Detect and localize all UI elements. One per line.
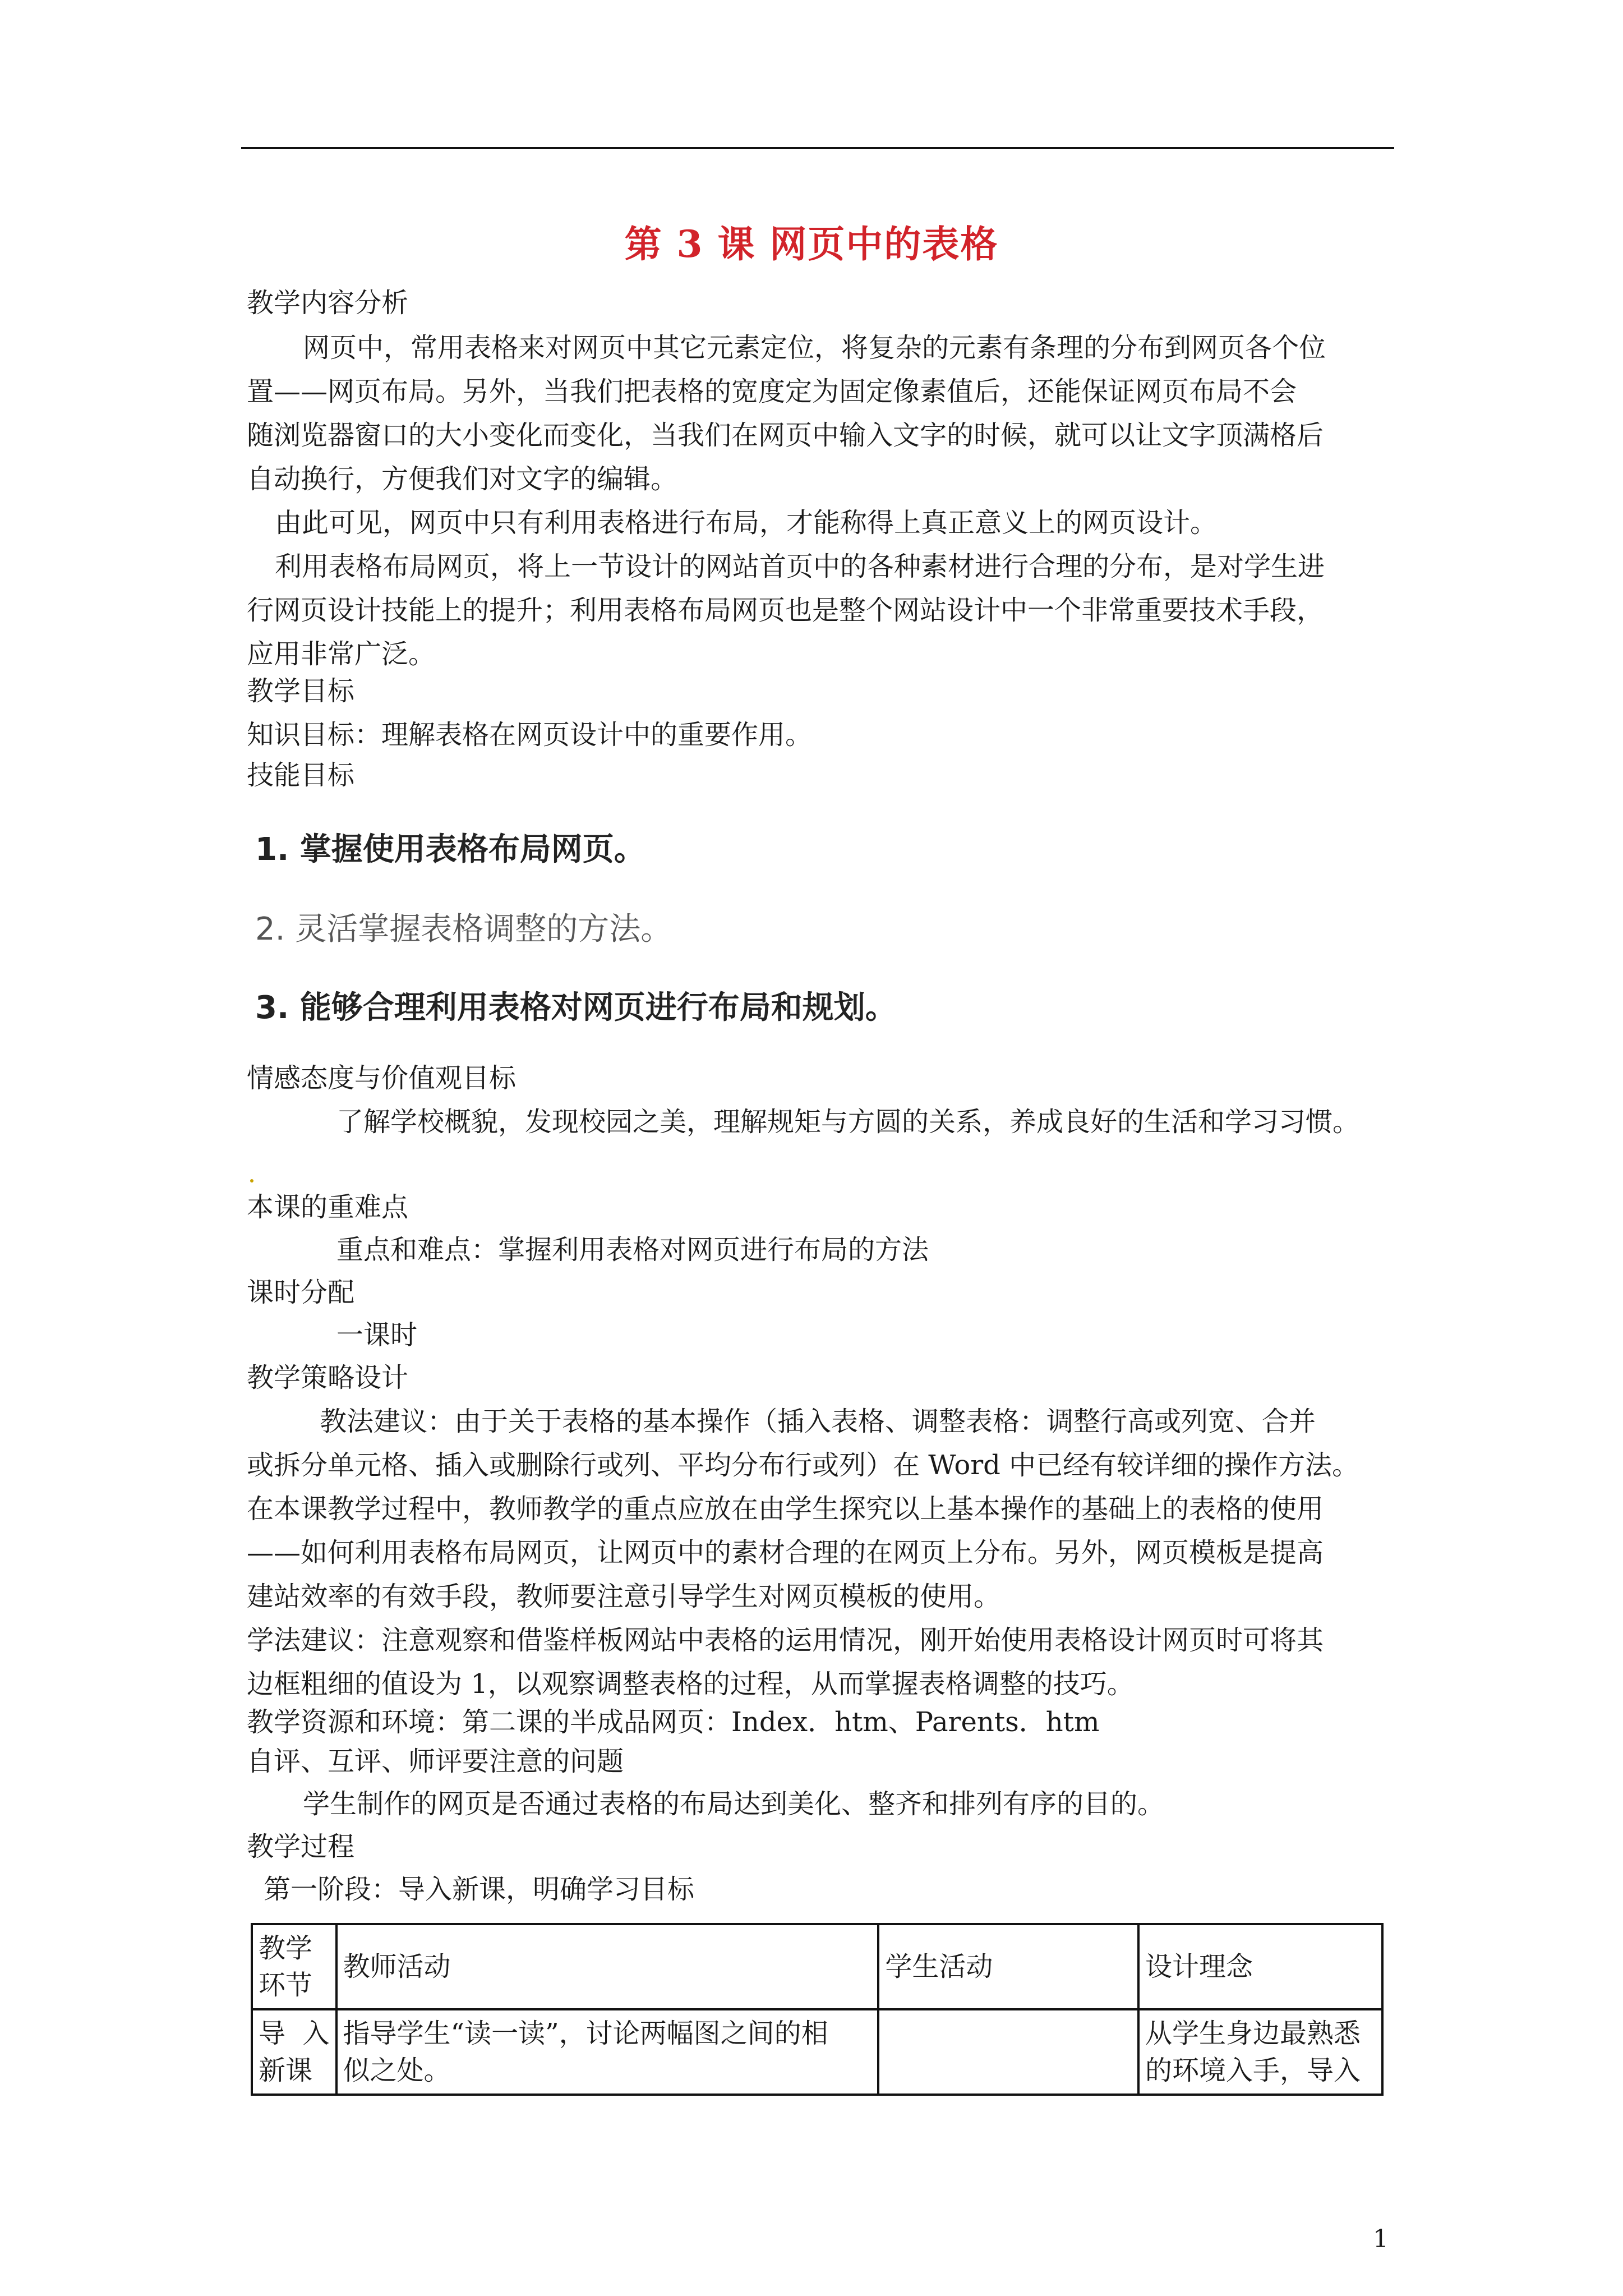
paragraph-line: 教法建议：由于关于表格的基本操作（插入表格、调整表格：调整行高或列宽、合并 <box>320 1406 1316 1437</box>
paragraph-line: 随浏览器窗口的大小变化而变化，当我们在网页中输入文字的时候，就可以让文字顶满格后 <box>247 420 1324 451</box>
table-header-cell: 学生活动 <box>878 1924 1138 2009</box>
emotion-heading: 情感态度与价值观目标 <box>247 1062 517 1094</box>
paragraph-line: 在本课教学过程中，教师教学的重点应放在由学生探究以上基本操作的基础上的表格的使用 <box>247 1493 1324 1525</box>
paragraph-line: 网页中，常用表格来对网页中其它元素定位，将复杂的元素有条理的分布到网页各个位 <box>303 332 1326 364</box>
key-heading: 本课的重难点 <box>247 1191 409 1223</box>
skill-item-3: 3. 能够合理利用表格对网页进行布局和规划。 <box>255 990 897 1026</box>
process-heading: 教学过程 <box>247 1831 355 1862</box>
skill-item-1: 1. 掌握使用表格布局网页。 <box>255 831 645 868</box>
table-header-row <box>252 1924 1382 2009</box>
table-header-cell: 设计理念 <box>1138 1924 1382 2009</box>
table-cell <box>252 2009 336 2095</box>
knowledge-goal: 知识目标：理解表格在网页设计中的重要作用。 <box>247 719 813 751</box>
cell-text: 似之处。 <box>343 2055 451 2086</box>
stage-heading: 第一阶段：导入新课，明确学习目标 <box>264 1874 695 1905</box>
key-text: 重点和难点：掌握利用表格对网页进行布局的方法 <box>336 1234 929 1266</box>
table-header-cell: 教师活动 <box>336 1924 879 2009</box>
time-text: 一课时 <box>336 1319 418 1351</box>
paragraph-line: 行网页设计技能上的提升；利用表格布局网页也是整个网站设计中一个非常重要技术手段， <box>247 595 1324 626</box>
paragraph-line: 应用非常广泛。 <box>247 638 436 670</box>
skill-item-2: 2. 灵活掌握表格调整的方法。 <box>255 911 672 947</box>
content-analysis-heading: 教学内容分析 <box>247 287 409 319</box>
paragraph-line: 边框粗细的值设为 1，以观察调整表格的过程，从而掌握表格调整的技巧。 <box>247 1668 1134 1700</box>
paragraph-line: ——如何利用表格布局网页，让网页中的素材合理的在网页上分布。另外，网页模板是提高 <box>247 1537 1324 1568</box>
emotion-text: 了解学校概貌，发现校园之美，理解规矩与方圆的关系，养成良好的生活和学习习惯。 <box>336 1106 1360 1138</box>
cell-text: 教学 <box>259 1932 313 1964</box>
cell-text: 新课 <box>259 2055 313 2086</box>
paragraph-line: 建站效率的有效手段，教师要注意引导学生对网页模板的使用。 <box>247 1581 1001 1612</box>
paragraph-line: 或拆分单元格、插入或删除行或列、平均分布行或列）在 Word 中已经有较详细的操作方法。 <box>247 1450 1359 1481</box>
cell-text: 环节 <box>259 1970 313 2001</box>
page-number: 1 <box>1373 2225 1389 2253</box>
lesson-title: 第 3 课 网页中的表格 <box>624 222 999 266</box>
skill-goal-heading: 技能目标 <box>247 760 355 791</box>
cell-text: 的环境入手，导入 <box>1145 2055 1361 2086</box>
table-cell <box>336 2009 879 2095</box>
paragraph-line: 自动换行，方便我们对文字的编辑。 <box>247 463 678 495</box>
time-heading: 课时分配 <box>247 1277 355 1308</box>
strategy-heading: 教学策略设计 <box>247 1362 409 1393</box>
table-row <box>252 2009 1382 2095</box>
goals-heading: 教学目标 <box>247 675 355 707</box>
lesson-table <box>251 1923 1384 2096</box>
paragraph-line: 学法建议：注意观察和借鉴样板网站中表格的运用情况，刚开始使用表格设计网页时可将其 <box>247 1625 1324 1656</box>
cell-text: 指导学生“读一读”，讨论两幅图之间的相 <box>343 2018 828 2049</box>
paragraph-line: 由此可见，网页中只有利用表格进行布局，才能称得上真正意义上的网页设计。 <box>275 507 1218 539</box>
paragraph-line: 利用表格布局网页，将上一节设计的网站首页中的各种素材进行合理的分布，是对学生进 <box>275 551 1325 582</box>
stray-mark <box>250 1179 253 1182</box>
eval-heading: 自评、互评、师评要注意的问题 <box>247 1746 624 1777</box>
paragraph-line: 置——网页布局。另外，当我们把表格的宽度定为固定像素值后，还能保证网页布局不会 <box>247 376 1297 407</box>
resources-line: 教学资源和环境：第二课的半成品网页：Index．htm、Parents．htm <box>247 1706 1100 1738</box>
table-cell <box>1138 2009 1382 2095</box>
table-header-cell <box>252 1924 336 2009</box>
header-rule <box>241 147 1394 149</box>
table-cell <box>878 2009 1138 2095</box>
cell-text: 从学生身边最熟悉 <box>1145 2018 1361 2049</box>
cell-text: 导 入 <box>259 2018 330 2049</box>
eval-text: 学生制作的网页是否通过表格的布局达到美化、整齐和排列有序的目的。 <box>303 1788 1165 1820</box>
